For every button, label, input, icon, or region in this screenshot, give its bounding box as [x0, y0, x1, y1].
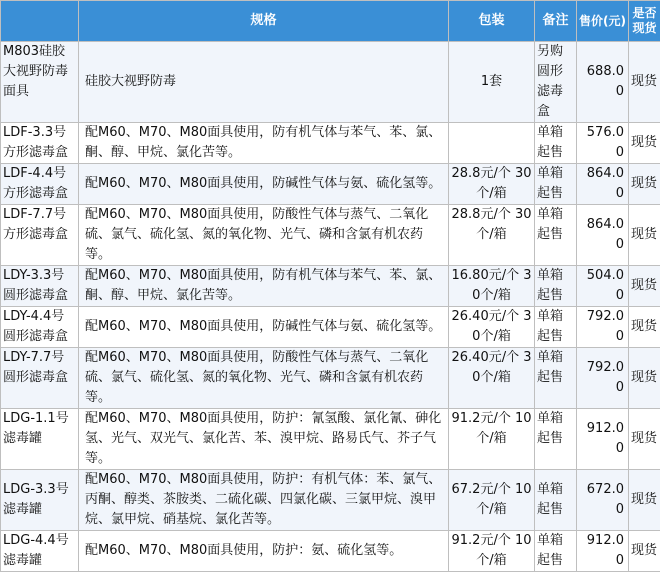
row-name: LDF-4.4号方形滤毒盒: [1, 164, 79, 205]
table-row: [1, 409, 660, 470]
row-note: 另购圆形滤毒盒: [535, 42, 577, 123]
header-note: 备注: [535, 1, 577, 42]
row-stock: 现货: [629, 531, 660, 572]
table-row: [1, 123, 660, 164]
row-spec: 硅胶大视野防毒: [79, 42, 449, 123]
row-price: 792.00: [577, 348, 629, 409]
table-row: [1, 205, 660, 266]
row-pack: 67.2元/个 10个/箱: [449, 470, 535, 531]
row-note: 单箱起售: [535, 123, 577, 164]
row-note: 单箱起售: [535, 164, 577, 205]
table-header-row: [1, 1, 660, 42]
row-pack: [449, 123, 535, 164]
table-row: [1, 266, 660, 307]
row-pack: 1套: [449, 42, 535, 123]
row-spec: 配M60、M70、M80面具使用，防有机气体与苯气、苯、氯、酮、醇、甲烷、氯化苦等。: [79, 266, 449, 307]
row-stock: 现货: [629, 123, 660, 164]
row-stock: 现货: [629, 205, 660, 266]
row-price: 912.00: [577, 531, 629, 572]
table-row: [1, 470, 660, 531]
header-spec: 规格: [79, 1, 449, 42]
row-note: 单箱起售: [535, 266, 577, 307]
row-note: 单箱起售: [535, 348, 577, 409]
row-note: 单箱起售: [535, 531, 577, 572]
row-price: 688.00: [577, 42, 629, 123]
table-row: [1, 42, 660, 123]
row-price: 504.00: [577, 266, 629, 307]
row-price: 576.00: [577, 123, 629, 164]
row-stock: 现货: [629, 42, 660, 123]
header-stock: 是否现货: [629, 1, 660, 42]
row-stock: 现货: [629, 307, 660, 348]
row-spec: 配M60、M70、M80面具使用，防护：氨、硫化氢等。: [79, 531, 449, 572]
row-note: 单箱起售: [535, 307, 577, 348]
row-price: 912.00: [577, 409, 629, 470]
row-stock: 现货: [629, 266, 660, 307]
header-price: 售价(元): [577, 1, 629, 42]
row-pack: 26.40元/个 30个/箱: [449, 348, 535, 409]
row-name: M803硅胶大视野防毒面具: [1, 42, 79, 123]
row-name: LDY-3.3号圆形滤毒盒: [1, 266, 79, 307]
row-name: LDG-3.3号滤毒罐: [1, 470, 79, 531]
row-price: 792.00: [577, 307, 629, 348]
row-name: LDY-7.7号圆形滤毒盒: [1, 348, 79, 409]
row-spec: 配M60、M70、M80面具使用，防碱性气体与氨、硫化氢等。: [79, 164, 449, 205]
table-row: [1, 531, 660, 572]
row-spec: 配M60、M70、M80面具使用，防护：氰氢酸、氯化氰、砷化氢、光气、双光气、氯化苦、苯、溴甲烷、路易氏气、芥子气等。: [79, 409, 449, 470]
row-spec: 配M60、M70、M80面具使用，防护：有机气体：苯、氯气、丙酮、醇类、茶胺类、二硫化碳、四氯化碳、三氯甲烷、溴甲烷、氯甲烷、硝基烷、氯化苦等。: [79, 470, 449, 531]
row-note: 单箱起售: [535, 205, 577, 266]
row-pack: 91.2元/个 10个/箱: [449, 531, 535, 572]
row-price: 672.00: [577, 470, 629, 531]
row-pack: 26.40元/个 30个/箱: [449, 307, 535, 348]
header-pack: 包装: [449, 1, 535, 42]
row-spec: 配M60、M70、M80面具使用，防碱性气体与氨、硫化氢等。: [79, 307, 449, 348]
row-spec: 配M60、M70、M80面具使用，防有机气体与苯气、苯、氯、酮、醇、甲烷、氯化苦等。: [79, 123, 449, 164]
row-stock: 现货: [629, 470, 660, 531]
row-stock: 现货: [629, 348, 660, 409]
row-pack: 91.2元/个 10个/箱: [449, 409, 535, 470]
row-name: LDY-4.4号圆形滤毒盒: [1, 307, 79, 348]
table-row: [1, 307, 660, 348]
row-name: LDF-3.3号方形滤毒盒: [1, 123, 79, 164]
row-name: LDF-7.7号方形滤毒盒: [1, 205, 79, 266]
row-stock: 现货: [629, 409, 660, 470]
row-note: 单箱起售: [535, 409, 577, 470]
row-price: 864.00: [577, 205, 629, 266]
row-spec: 配M60、M70、M80面具使用，防酸性气体与蒸气、二氧化硫、氯气、硫化氢、氮的氧化物、光气、磷和含氯有机农药等。: [79, 205, 449, 266]
row-pack: 16.80元/个 30个/箱: [449, 266, 535, 307]
header-name: [1, 1, 79, 42]
row-pack: 28.8元/个 30个/箱: [449, 205, 535, 266]
table-row: [1, 348, 660, 409]
row-name: LDG-4.4号滤毒罐: [1, 531, 79, 572]
table-row: [1, 164, 660, 205]
row-spec: 配M60、M70、M80面具使用，防酸性气体与蒸气、二氧化硫、氯气、硫化氢、氮的氧化物、光气、磷和含氯有机农药等。: [79, 348, 449, 409]
row-name: LDG-1.1号滤毒罐: [1, 409, 79, 470]
row-note: 单箱起售: [535, 470, 577, 531]
row-price: 864.00: [577, 164, 629, 205]
row-stock: 现货: [629, 164, 660, 205]
row-pack: 28.8元/个 30个/箱: [449, 164, 535, 205]
